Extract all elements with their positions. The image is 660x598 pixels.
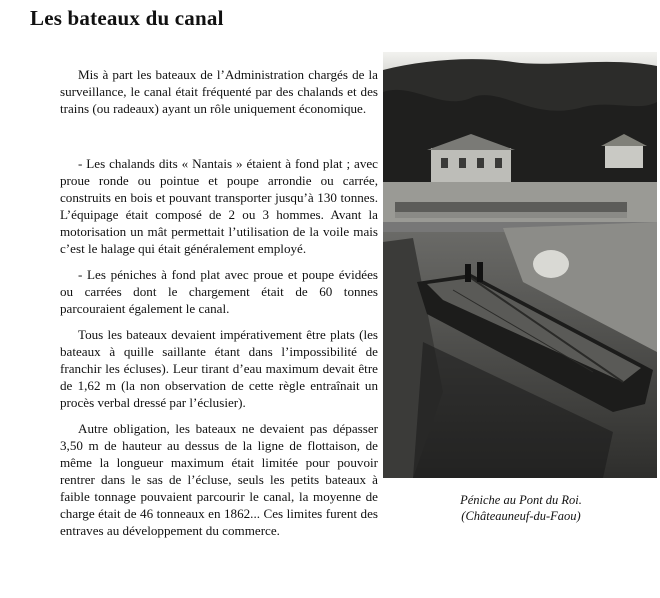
caption-line-1: Péniche au Pont du Roi.	[460, 493, 582, 507]
photo-caption	[383, 492, 659, 524]
paragraph-intro: Mis à part les bateaux de l’Administration chargés de la surveillance, le canal était fréquenté par des chalands et des trains (ou radeaux) ayant un rôle uniquement économique.	[60, 67, 378, 116]
caption-line-2: (Châteauneuf-du-Faou)	[461, 509, 581, 523]
paragraph-peniches: - Les péniches à fond plat avec proue et poupe évidées ou carrées dont le chargement était de 60 tonnes parcouraient également le canal.	[60, 267, 378, 316]
article-body	[60, 66, 378, 539]
barge-photo	[383, 52, 657, 478]
article-title: Les bateaux du canal	[30, 6, 224, 30]
photo-bridge	[395, 202, 627, 218]
paragraph-chalands: - Les chalands dits « Nantais » étaient à fond plat ; avec proue ronde ou pointue et poupe arrondie ou carrée, construits en bois et pouvant transporter jusqu’à 130 tonnes. L’équipage était composé de 2 ou 3 hommes. Avant la motorisation un mât permettait l’utilisation de la voile mais c’est le halage qui était généralement employé.	[60, 156, 378, 256]
paragraph-hauteur: Autre obligation, les bateaux ne devaient pas dépasser 3,50 m de hauteur au dessus de la ligne de flottaison, de même la longueur maximum était limitée pour pouvoir rentrer dans le sas de l’écluse, seuls les petits bateaux à faible tonnage pouvaient parcourir le canal, la moyenne de charge était de 46 tonneaux en 1862... Ces limites furent des entraves au développement du commerce.	[60, 421, 378, 538]
paragraph-tirant-eau: Tous les bateaux devaient impérativement être plats (les bateaux à quille saillante étant dans l’impossibilité de franchir les écluses). Leur tirant d’eau maximum devait être de 1,62 m (la non observation de cette règle entraînait un procès verbal dressé par l’éclusier).	[60, 327, 378, 410]
